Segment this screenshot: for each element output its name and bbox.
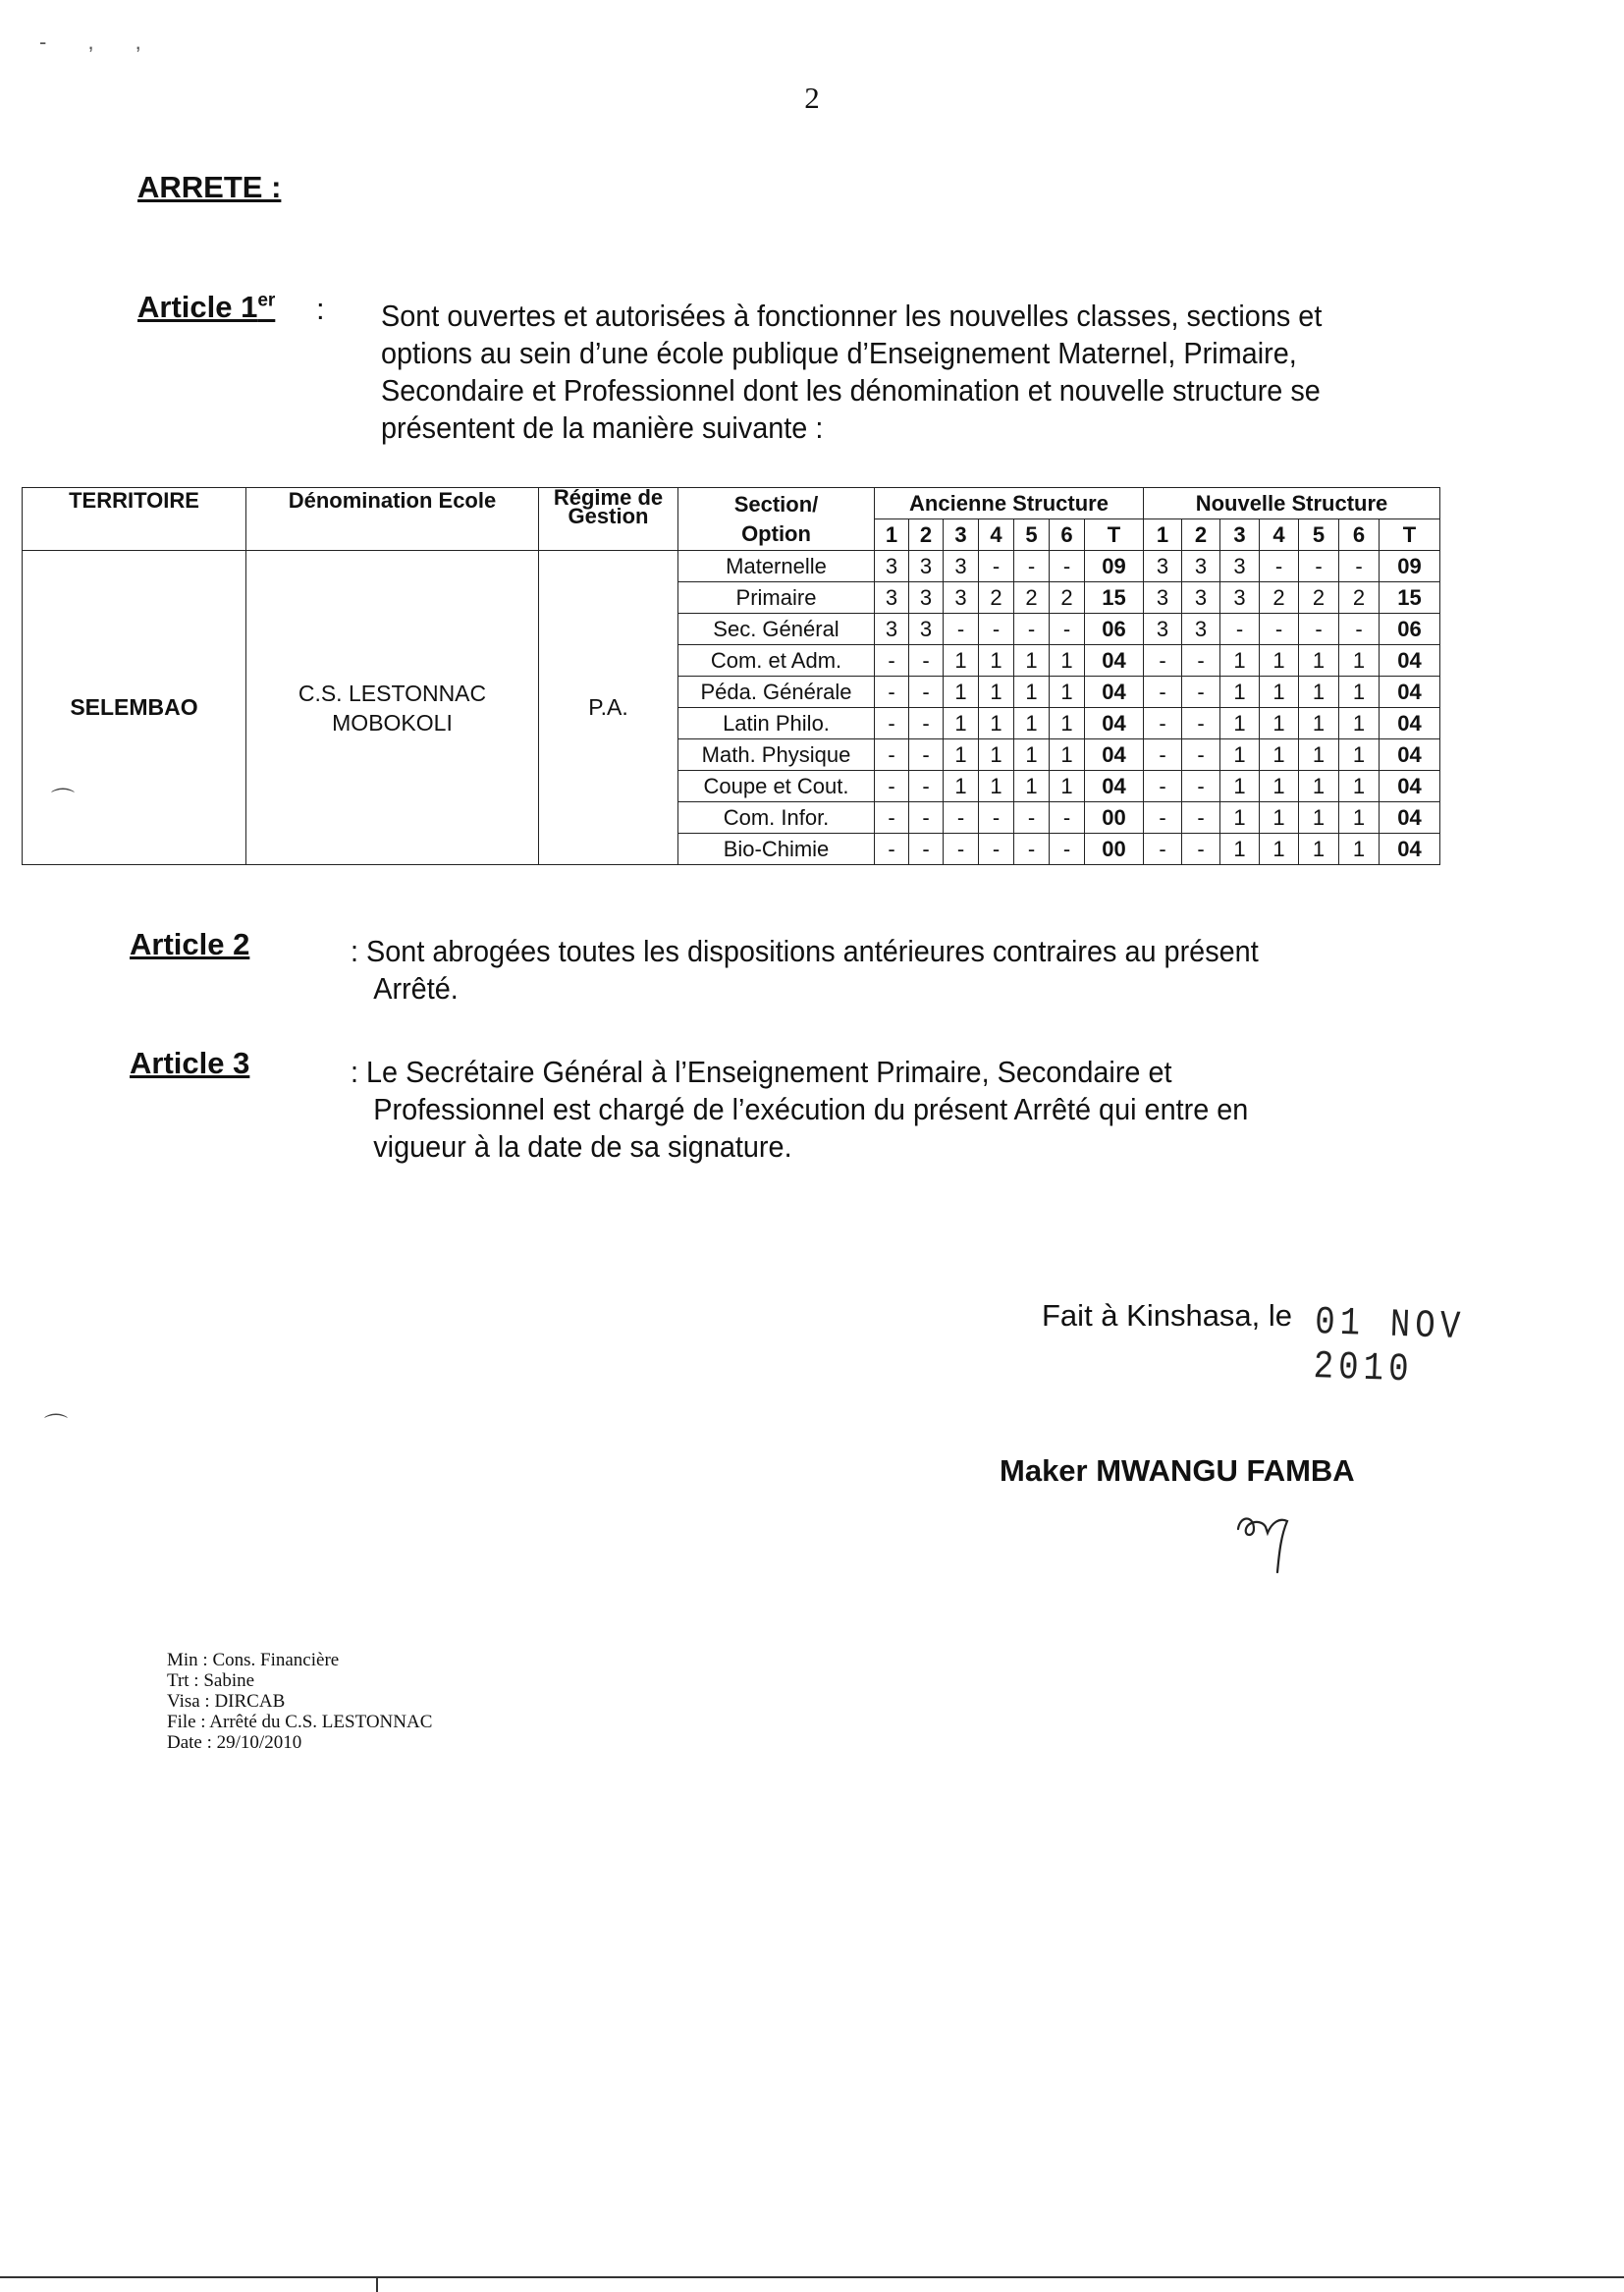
ancienne-value-cell: 3 <box>875 551 909 582</box>
ancienne-value-cell: 04 <box>1085 677 1144 708</box>
ancienne-value-cell: 1 <box>944 645 979 677</box>
nouvelle-value-cell: 2 <box>1260 582 1299 614</box>
ancienne-value-cell: 3 <box>944 582 979 614</box>
nouvelle-value-cell: 3 <box>1144 551 1182 582</box>
nouvelle-value-cell: 04 <box>1380 645 1440 677</box>
nouvelle-value-cell: - <box>1144 802 1182 834</box>
ancienne-value-cell: - <box>1014 802 1050 834</box>
ancienne-value-cell: 2 <box>1014 582 1050 614</box>
nouvelle-value-cell: 3 <box>1182 614 1220 645</box>
nouvelle-value-cell: 1 <box>1299 708 1339 739</box>
ancienne-value-cell: - <box>1050 614 1085 645</box>
footer-note: File : Arrêté du C.S. LESTONNAC <box>167 1712 433 1732</box>
ancienne-value-cell: - <box>944 834 979 865</box>
ancienne-value-cell: 3 <box>875 614 909 645</box>
nouvelle-value-cell: - <box>1182 802 1220 834</box>
ancienne-value-cell: 1 <box>1050 739 1085 771</box>
nouvelle-value-cell: 1 <box>1339 834 1380 865</box>
footer-note: Trt : Sabine <box>167 1670 255 1691</box>
ancienne-value-cell: - <box>1014 551 1050 582</box>
nouvelle-value-cell: 1 <box>1299 739 1339 771</box>
nouvelle-value-cell: - <box>1260 614 1299 645</box>
ancienne-value-cell: 00 <box>1085 802 1144 834</box>
nouvelle-value-cell: - <box>1182 771 1220 802</box>
nouvelle-value-cell: 1 <box>1339 677 1380 708</box>
nouvelle-value-cell: 1 <box>1339 645 1380 677</box>
nouvelle-col-header: 4 <box>1260 519 1299 551</box>
article-2-line: Arrêté. <box>373 971 459 1006</box>
nouvelle-value-cell: 1 <box>1220 677 1260 708</box>
footer-note: Visa : DIRCAB <box>167 1691 286 1712</box>
nouvelle-value-cell: 15 <box>1380 582 1440 614</box>
ancienne-value-cell: 09 <box>1085 551 1144 582</box>
ancienne-col-header: 6 <box>1050 519 1085 551</box>
ancienne-value-cell: - <box>1014 614 1050 645</box>
nouvelle-value-cell: 1 <box>1260 834 1299 865</box>
header-ancienne-structure: Ancienne Structure <box>875 488 1144 519</box>
nouvelle-value-cell: - <box>1144 708 1182 739</box>
nouvelle-value-cell: 3 <box>1144 614 1182 645</box>
fait-a-kinshasa: Fait à Kinshasa, le <box>1042 1298 1293 1333</box>
nouvelle-value-cell: - <box>1339 551 1380 582</box>
nouvelle-value-cell: 04 <box>1380 677 1440 708</box>
ancienne-value-cell: - <box>875 834 909 865</box>
nouvelle-value-cell: - <box>1182 645 1220 677</box>
ancienne-value-cell: 1 <box>944 771 979 802</box>
nouvelle-value-cell: 04 <box>1380 739 1440 771</box>
nouvelle-value-cell: 2 <box>1299 582 1339 614</box>
nouvelle-value-cell: 1 <box>1260 645 1299 677</box>
margin-tick: ⌒ <box>51 788 75 814</box>
ancienne-value-cell: 04 <box>1085 708 1144 739</box>
article-3-label-text: Article 3 <box>130 1046 250 1080</box>
ancienne-value-cell: - <box>875 708 909 739</box>
article-1-label <box>137 290 275 325</box>
ancienne-col-header: T <box>1085 519 1144 551</box>
article-1-label-text: Article 1er <box>137 290 276 324</box>
article-1-line: Secondaire et Professionnel dont les dénomination et nouvelle structure se <box>381 373 1321 408</box>
arrete-heading: ARRETE : <box>137 170 282 204</box>
nouvelle-value-cell: 1 <box>1260 802 1299 834</box>
nouvelle-value-cell: 09 <box>1380 551 1440 582</box>
ancienne-value-cell: 3 <box>909 582 944 614</box>
article-2-label <box>130 927 249 962</box>
ancienne-value-cell: - <box>1050 834 1085 865</box>
ancienne-value-cell: 1 <box>979 677 1014 708</box>
handwritten-signature <box>1232 1507 1301 1576</box>
nouvelle-value-cell: 04 <box>1380 708 1440 739</box>
regime-cell: P.A. <box>539 551 678 865</box>
article-2-text <box>351 933 1419 1008</box>
article-2-label-text: Article 2 <box>130 927 250 961</box>
ancienne-value-cell: 3 <box>909 551 944 582</box>
option-cell: Latin Philo. <box>678 708 875 739</box>
footer-note: Min : Cons. Financière <box>167 1650 340 1670</box>
nouvelle-value-cell: - <box>1144 739 1182 771</box>
nouvelle-value-cell: - <box>1220 614 1260 645</box>
header-nouvelle-structure: Nouvelle Structure <box>1144 488 1440 519</box>
ancienne-col-header: 3 <box>944 519 979 551</box>
article-3-label <box>130 1046 249 1081</box>
nouvelle-value-cell: 3 <box>1220 551 1260 582</box>
nouvelle-value-cell: - <box>1182 708 1220 739</box>
ancienne-value-cell: - <box>979 614 1014 645</box>
nouvelle-value-cell: 1 <box>1299 834 1339 865</box>
nouvelle-value-cell: 3 <box>1182 551 1220 582</box>
footer-note: Date : 29/10/2010 <box>167 1732 302 1753</box>
ancienne-value-cell: 1 <box>1014 677 1050 708</box>
ancienne-value-cell: 1 <box>1050 771 1085 802</box>
ancienne-value-cell: - <box>1050 551 1085 582</box>
nouvelle-col-header: 3 <box>1220 519 1260 551</box>
option-cell: Coupe et Cout. <box>678 771 875 802</box>
header-territoire: TERRITOIRE <box>23 488 246 551</box>
ancienne-value-cell: 1 <box>1050 708 1085 739</box>
nouvelle-value-cell: 1 <box>1339 739 1380 771</box>
nouvelle-value-cell: 1 <box>1220 834 1260 865</box>
nouvelle-value-cell: - <box>1339 614 1380 645</box>
signatory-name: Maker MWANGU FAMBA <box>1000 1453 1355 1488</box>
ancienne-value-cell: 1 <box>979 739 1014 771</box>
header-denomination: Dénomination Ecole <box>246 488 539 551</box>
ancienne-value-cell: - <box>1050 802 1085 834</box>
article-3-text <box>351 1054 1419 1166</box>
nouvelle-value-cell: - <box>1144 834 1182 865</box>
nouvelle-value-cell: - <box>1182 834 1220 865</box>
nouvelle-value-cell: - <box>1299 551 1339 582</box>
nouvelle-value-cell: 1 <box>1299 645 1339 677</box>
nouvelle-value-cell: 1 <box>1220 645 1260 677</box>
ancienne-value-cell: - <box>875 802 909 834</box>
ancienne-value-cell: - <box>979 834 1014 865</box>
bottom-rule <box>0 2276 1624 2278</box>
ancienne-value-cell: - <box>909 802 944 834</box>
ancienne-value-cell: 3 <box>944 551 979 582</box>
table-row <box>23 551 1440 582</box>
ancienne-value-cell: - <box>1014 834 1050 865</box>
nouvelle-value-cell: 1 <box>1339 708 1380 739</box>
nouvelle-value-cell: 04 <box>1380 834 1440 865</box>
nouvelle-value-cell: 1 <box>1260 771 1299 802</box>
article-1-colon: : <box>316 292 325 326</box>
nouvelle-value-cell: - <box>1182 677 1220 708</box>
option-cell: Sec. Général <box>678 614 875 645</box>
ancienne-value-cell: 1 <box>1014 708 1050 739</box>
nouvelle-value-cell: 1 <box>1299 677 1339 708</box>
option-cell: Primaire <box>678 582 875 614</box>
ancienne-value-cell: 1 <box>944 739 979 771</box>
ancienne-value-cell: 1 <box>1014 739 1050 771</box>
scan-marks: - , , <box>39 29 159 54</box>
ancienne-value-cell: 1 <box>1050 677 1085 708</box>
article-1-line: présentent de la manière suivante : <box>381 410 824 445</box>
nouvelle-value-cell: 3 <box>1220 582 1260 614</box>
date-stamp: 01 NOV 2010 <box>1312 1301 1466 1393</box>
ancienne-value-cell: - <box>909 677 944 708</box>
ancienne-value-cell: 04 <box>1085 739 1144 771</box>
ancienne-value-cell: 3 <box>909 614 944 645</box>
margin-tick: ⌒ <box>44 1413 68 1440</box>
header-regime: Régime de Gestion <box>539 488 678 551</box>
option-cell: Math. Physique <box>678 739 875 771</box>
ancienne-value-cell: 3 <box>875 582 909 614</box>
article-3-line: vigueur à la date de sa signature. <box>373 1129 792 1164</box>
nouvelle-value-cell: - <box>1299 614 1339 645</box>
ancienne-value-cell: - <box>875 739 909 771</box>
ancienne-value-cell: 1 <box>1050 645 1085 677</box>
ancienne-value-cell: 1 <box>1014 771 1050 802</box>
ancienne-value-cell: 1 <box>1014 645 1050 677</box>
article-3-line: : Le Secrétaire Général à l’Enseignement Primaire, Secondaire et <box>351 1055 1172 1089</box>
table-body <box>23 551 1440 865</box>
nouvelle-value-cell: 1 <box>1220 708 1260 739</box>
ancienne-value-cell: 06 <box>1085 614 1144 645</box>
nouvelle-value-cell: 1 <box>1339 802 1380 834</box>
structure-table <box>22 487 1440 865</box>
ancienne-col-header: 2 <box>909 519 944 551</box>
nouvelle-value-cell: 1 <box>1339 771 1380 802</box>
nouvelle-value-cell: 2 <box>1339 582 1380 614</box>
article-3-line: Professionnel est chargé de l’exécution du présent Arrêté qui entre en <box>373 1092 1249 1126</box>
footer-notes <box>167 1650 432 1753</box>
denomination-cell: C.S. LESTONNAC MOBOKOLI <box>246 551 539 865</box>
ancienne-value-cell: - <box>979 551 1014 582</box>
nouvelle-value-cell: 1 <box>1260 739 1299 771</box>
ancienne-value-cell: 1 <box>979 708 1014 739</box>
nouvelle-value-cell: 04 <box>1380 802 1440 834</box>
nouvelle-col-header: 6 <box>1339 519 1380 551</box>
ancienne-value-cell: 2 <box>979 582 1014 614</box>
article-2-line: : Sont abrogées toutes les dispositions antérieures contraires au présent <box>351 934 1259 968</box>
option-cell: Maternelle <box>678 551 875 582</box>
ancienne-value-cell: - <box>875 645 909 677</box>
nouvelle-value-cell: 1 <box>1260 708 1299 739</box>
ancienne-value-cell: 2 <box>1050 582 1085 614</box>
territoire-cell: SELEMBAO <box>23 551 246 865</box>
nouvelle-col-header: T <box>1380 519 1440 551</box>
header-section-option: Section/ Option <box>678 488 875 551</box>
nouvelle-value-cell: 3 <box>1144 582 1182 614</box>
page-number: 2 <box>804 81 820 115</box>
ancienne-col-header: 4 <box>979 519 1014 551</box>
ancienne-value-cell: - <box>909 834 944 865</box>
nouvelle-value-cell: 1 <box>1299 771 1339 802</box>
ancienne-value-cell: - <box>909 708 944 739</box>
nouvelle-value-cell: 1 <box>1220 739 1260 771</box>
article-1-line: Sont ouvertes et autorisées à fonctionner les nouvelles classes, sections et <box>381 299 1323 333</box>
ancienne-value-cell: - <box>875 771 909 802</box>
nouvelle-value-cell: 06 <box>1380 614 1440 645</box>
ancienne-value-cell: 1 <box>944 708 979 739</box>
ancienne-col-header: 1 <box>875 519 909 551</box>
nouvelle-value-cell: 1 <box>1220 771 1260 802</box>
ancienne-value-cell: - <box>909 645 944 677</box>
ancienne-value-cell: 1 <box>944 677 979 708</box>
ancienne-value-cell: 04 <box>1085 771 1144 802</box>
ancienne-value-cell: - <box>944 802 979 834</box>
option-cell: Péda. Générale <box>678 677 875 708</box>
nouvelle-value-cell: - <box>1144 677 1182 708</box>
nouvelle-col-header: 1 <box>1144 519 1182 551</box>
ancienne-value-cell: 04 <box>1085 645 1144 677</box>
ancienne-col-header: 5 <box>1014 519 1050 551</box>
article-1-line: options au sein d’une école publique d’Enseignement Maternel, Primaire, <box>381 336 1297 370</box>
option-cell: Com. Infor. <box>678 802 875 834</box>
option-cell: Com. et Adm. <box>678 645 875 677</box>
nouvelle-value-cell: - <box>1260 551 1299 582</box>
ancienne-value-cell: - <box>875 677 909 708</box>
ancienne-value-cell: - <box>944 614 979 645</box>
article-1-text <box>381 298 1413 447</box>
ancienne-value-cell: - <box>909 771 944 802</box>
ancienne-value-cell: 15 <box>1085 582 1144 614</box>
ancienne-value-cell: 1 <box>979 771 1014 802</box>
ancienne-value-cell: 00 <box>1085 834 1144 865</box>
ancienne-value-cell: - <box>979 802 1014 834</box>
nouvelle-value-cell: 1 <box>1299 802 1339 834</box>
nouvelle-value-cell: 1 <box>1220 802 1260 834</box>
option-cell: Bio-Chimie <box>678 834 875 865</box>
nouvelle-col-header: 5 <box>1299 519 1339 551</box>
nouvelle-value-cell: - <box>1144 645 1182 677</box>
nouvelle-value-cell: 04 <box>1380 771 1440 802</box>
nouvelle-col-header: 2 <box>1182 519 1220 551</box>
nouvelle-value-cell: 1 <box>1260 677 1299 708</box>
nouvelle-value-cell: - <box>1182 739 1220 771</box>
ancienne-value-cell: - <box>909 739 944 771</box>
nouvelle-value-cell: 3 <box>1182 582 1220 614</box>
nouvelle-value-cell: - <box>1144 771 1182 802</box>
ancienne-value-cell: 1 <box>979 645 1014 677</box>
bottom-rule-tick <box>376 2276 378 2292</box>
